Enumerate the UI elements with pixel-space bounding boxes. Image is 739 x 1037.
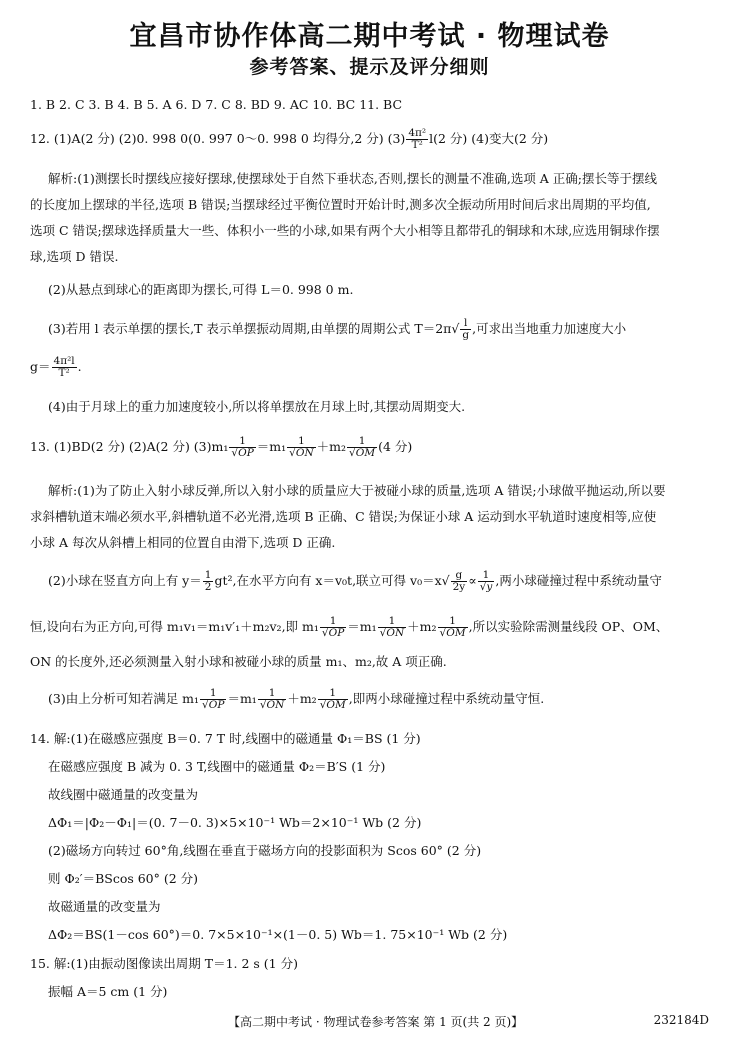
q12-analysis-2: 的长度加上摆球的半径,选项 B 错误;当摆球经过平衡位置时开始计时,测多次全振动所用时间后求出周期的平均值,: [30, 197, 651, 212]
q12-analysis-5: (2)从悬点到球心的距离即为摆长,可得 L＝0. 998 0 m.: [48, 282, 354, 297]
q13-analysis-5: 恒,设向右为正方向,可得 m₁v₁＝m₁v′₁＋m₂v₂,即 m₁ $\frac{1}{√OP}$ ＝m₁ $\frac{1}{√ON}$ ＋m₂ $\frac{1}{√OM}$ ,所以实验除需测量线段 OP、OM、: [30, 615, 669, 639]
q14-line-1: 14. 解:(1)在磁感应强度 B＝0. 7 T 时,线圈中的磁通量 Φ₁＝BS (1 分): [30, 731, 421, 746]
q13-analysis-1: 解析:(1)为了防止入射小球反弹,所以入射小球的质量应大于被碰小球的质量,选项 A 错误;小球做平抛运动,所以要: [48, 483, 666, 498]
q15-line-1: 15. 解:(1)由振动图像读出周期 T＝1. 2 s (1 分): [30, 956, 298, 971]
q12-answer: 12. (1)A(2 分) (2)0. 998 0(0. 997 0～0. 998 0 均得分,2 分) (3) $\frac{\text{4π²}}{\text{T²}}$ l(2 分) (4)变大(2 分): [30, 127, 549, 151]
q15-line-2: 振幅 A＝5 cm (1 分): [48, 984, 168, 999]
q13-analysis-6: ON 的长度外,还必须测量入射小球和被碰小球的质量 m₁、m₂,故 A 项正确.: [30, 654, 447, 669]
page-title: 宜昌市协作体高二期中考试 · 物理试卷: [129, 21, 610, 52]
choice-answers: 1. B 2. C 3. B 4. B 5. A 6. D 7. C 8. BD 9. AC 10. BC 11. BC: [30, 97, 403, 112]
q12-analysis-3: 选项 C 错误;摆球选择质量大一些、体积小一些的小球,如果有两个大小相等且都带孔的铜球和木球,应选用铜球作摆: [30, 223, 660, 238]
q12-analysis-7: g＝ $\frac{\text{4π²l}}{\text{T²}}$ .: [30, 355, 82, 379]
q14-line-6: 则 Φ₂′＝BScos 60° (2 分): [48, 871, 199, 886]
q14-line-5: (2)磁场方向转过 60°角,线圈在垂直于磁场方向的投影面积为 Scos 60° (2 分): [48, 843, 482, 858]
q12-analysis-8: (4)由于月球上的重力加速度较小,所以将单摆放在月球上时,其摆动周期变大.: [48, 399, 466, 414]
q12-analysis-1: 解析:(1)测摆长时摆线应接好摆球,使摆球处于自然下垂状态,否则,摆长的测量不准确,选项 A 正确;摆长等于摆线: [48, 171, 657, 186]
q13-answer: 13. (1)BD(2 分) (2)A(2 分) (3)m₁ $\frac{1}{√OP}$ ＝m₁ $\frac{1}{√ON}$ ＋m₂ $\frac{1}{√OM}$ (4 分): [30, 435, 413, 459]
q13-analysis-2: 求斜槽轨道末端必须水平,斜槽轨道不必光滑,选项 B 正确、C 错误;为保证小球 A 运动到水平轨道时速度相等,应使: [30, 509, 657, 524]
q14-line-2: 在磁感应强度 B 减为 0. 3 T,线圈中的磁通量 Φ₂＝B′S (1 分): [48, 759, 386, 774]
q14-line-3: 故线圈中磁通量的改变量为: [48, 787, 199, 802]
footer-text: 【高二期中考试 · 物理试卷参考答案 第 1 页(共 2 页)】: [228, 1015, 524, 1029]
q12-analysis-4: 球,选项 D 错误.: [30, 249, 119, 264]
q14-line-4: ΔΦ₁＝|Φ₂－Φ₁|＝(0. 7－0. 3)×5×10⁻¹ Wb＝2×10⁻¹ Wb (2 分): [48, 815, 422, 830]
q13-analysis-7: (3)由上分析可知若满足 m₁ $\frac{1}{√OP}$ ＝m₁ $\frac{1}{√ON}$ ＋m₂ $\frac{1}{√OM}$ ,即两小球碰撞过程中系统动量守恒.: [48, 687, 545, 711]
q12-analysis-6: (3)若用 l 表示单摆的摆长,T 表示单摆振动周期,由单摆的周期公式 T＝2π√ $\frac{l}{g}$ ,可求出当地重力加速度大小: [48, 318, 626, 341]
q13-analysis-3: 小球 A 每次从斜槽上相同的位置自由滑下,选项 D 正确.: [30, 535, 336, 550]
q14-line-7: 故磁通量的改变量为: [48, 899, 161, 914]
footer-code: 232184D: [653, 1013, 709, 1027]
q14-line-8: ΔΦ₂＝BS(1－cos 60°)＝0. 7×5×10⁻¹×(1－0. 5) Wb＝1. 75×10⁻¹ Wb (2 分): [48, 927, 508, 942]
q12-fraction: $\frac{\text{4π²}}{\text{T²}}$: [408, 127, 427, 151]
page-subtitle: 参考答案、提示及评分细则: [249, 56, 490, 78]
q13-analysis-4: (2)小球在竖直方向上有 y＝ $\frac{1}{2}$ gt²,在水平方向有 x＝v₀t,联立可得 v₀＝x√ $\frac{g}{2y}$ ∝ $\frac{1}{√y}$ ,两小球碰撞过程中系统动量守: [48, 570, 662, 593]
